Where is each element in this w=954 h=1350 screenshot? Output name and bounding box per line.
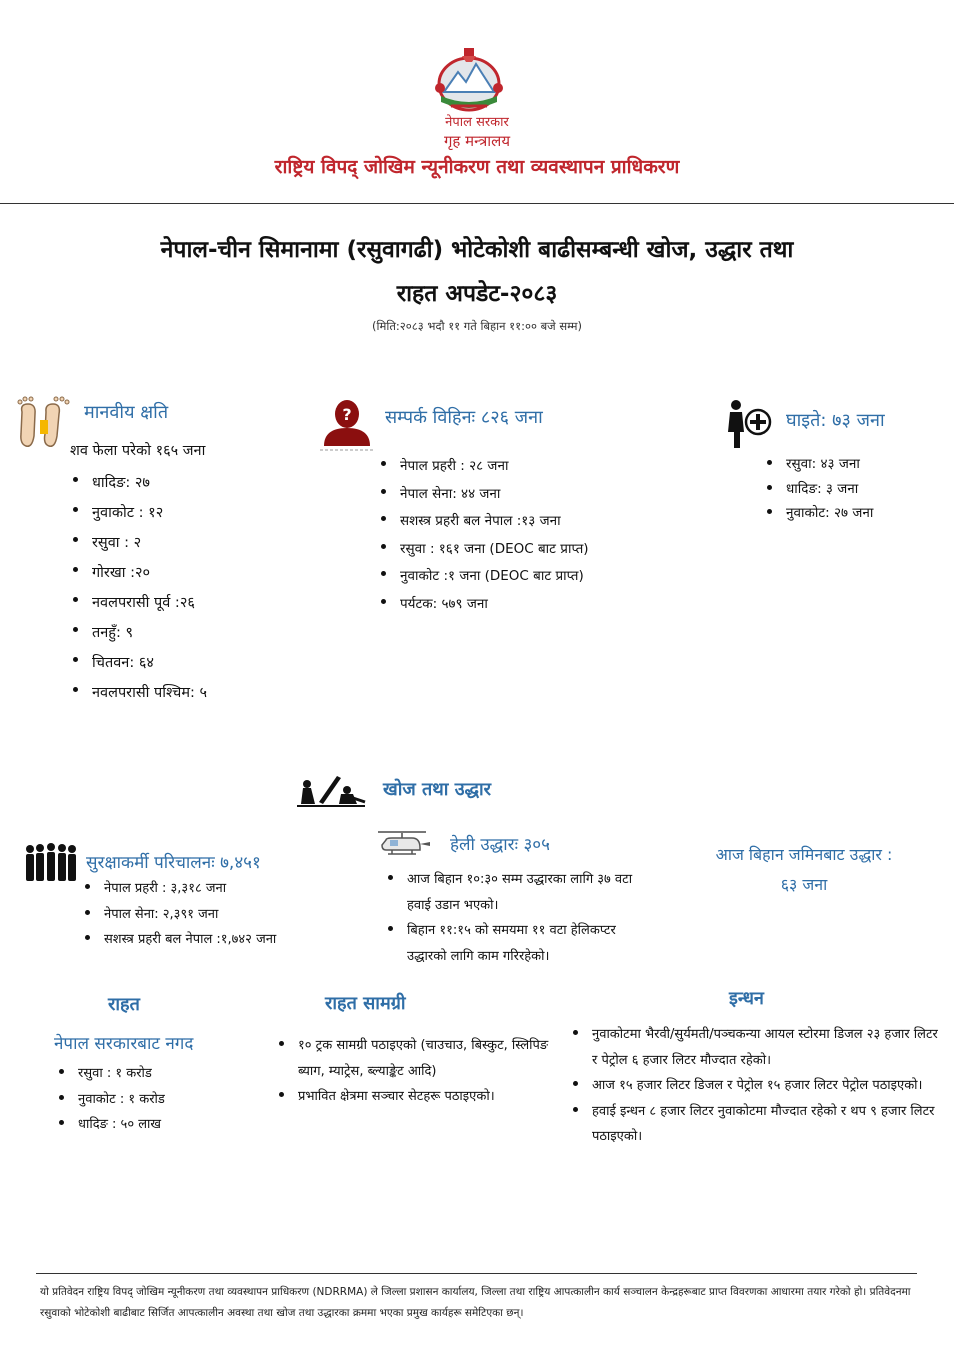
list-item: रसुवा : १६१ जना (DEOC बाट प्राप्त) <box>378 536 623 564</box>
nepal-emblem-icon <box>426 44 512 116</box>
ground-rescue-count: ६३ जना <box>780 875 828 894</box>
human-loss-title: मानवीय क्षति <box>84 402 169 423</box>
list-item: सशस्त्र प्रहरी बल नेपाल :१,७४२ जना <box>82 927 342 953</box>
search-rescue-title: खोज तथा उद्धार <box>383 779 491 800</box>
injured-title: घाइते: ७३ जना <box>786 410 885 431</box>
helicopter-icon <box>372 828 432 860</box>
list-item: रसुवा : १ करोड <box>56 1061 256 1087</box>
svg-text:?: ? <box>342 405 352 424</box>
report-date-note: (मिति:२०८३ भदौ ११ गते बिहान ११:०० बजे सम्म) <box>372 319 582 333</box>
header-divider <box>0 203 954 204</box>
list-item: नुवाकोट :१ जना (DEOC बाट प्राप्त) <box>378 563 623 591</box>
injured-list <box>764 452 944 526</box>
human-loss-summary: शव फेला परेको १६५ जना <box>70 443 206 459</box>
list-item: धादिङ : ५० लाख <box>56 1112 256 1138</box>
security-list <box>82 876 342 953</box>
list-item: चितवन: ६४ <box>70 648 300 678</box>
fuel-list <box>570 1022 946 1150</box>
list-item: नुवाकोट : १२ <box>70 498 300 528</box>
missing-person-icon <box>318 396 376 452</box>
list-item: धादिङ: २७ <box>70 468 300 498</box>
list-item: आज बिहान १०:३० सम्म उद्धारका लागि ३७ वटा हवाई उडान भएको। <box>385 867 655 918</box>
header <box>0 0 954 205</box>
list-item: नेपाल सेना: २,३९१ जना <box>82 902 342 928</box>
list-item: हवाई इन्धन ८ हजार लिटर नुवाकोटमा मौज्दात रहेको र थप ९ हजार लिटर पठाइएको। <box>570 1099 946 1150</box>
rescue-workers-icon <box>293 772 369 808</box>
heli-list <box>385 867 655 969</box>
injured-person-icon <box>722 398 772 450</box>
relief-list <box>56 1061 256 1138</box>
security-title: सुरक्षाकर्मी परिचालनः ७,४५१ <box>86 853 261 873</box>
list-item: रसुवा: ४३ जना <box>764 452 944 477</box>
report-title-line2: राहत अपडेट-२०८३ <box>396 281 558 307</box>
list-item: प्रभावित क्षेत्रमा सञ्चार सेटहरू पठाइएको। <box>276 1084 566 1110</box>
list-item: नवलपरासी पूर्व :२६ <box>70 588 300 618</box>
fuel-title: इन्धन <box>729 988 764 1009</box>
list-item: नुवाकोटमा भैरवी/सुर्यमती/पञ्चकन्या आयल स्टोरमा डिजल २३ हजार लिटर र पेट्रोल ६ हजार लिटर मौज्दात रहेको। <box>570 1022 946 1073</box>
list-item: सशस्त्र प्रहरी बल नेपाल :१३ जना <box>378 508 623 536</box>
list-item: नवलपरासी पश्चिम: ५ <box>70 678 300 708</box>
human-loss-list <box>70 468 300 708</box>
ground-rescue <box>690 840 918 900</box>
footer-divider <box>36 1273 917 1274</box>
group-people-icon <box>24 843 78 883</box>
relief-title: राहत <box>108 994 140 1015</box>
relief-material-list <box>276 1033 566 1110</box>
missing-list <box>378 453 623 618</box>
list-item: आज १५ हजार लिटर डिजल र पेट्रोल १५ हजार लिटर पेट्रोल पठाइएको। <box>570 1073 946 1099</box>
list-item: नेपाल प्रहरी : २८ जना <box>378 453 623 481</box>
gov-name: नेपाल सरकार <box>445 115 509 130</box>
list-item: १० ट्रक सामग्री पठाइएको (चाउचाउ, बिस्कुट, स्लिपिङ ब्याग, म्याट्रेस, ब्ल्याङ्केट आदि) <box>276 1033 566 1084</box>
list-item: रसुवा : २ <box>70 528 300 558</box>
list-item: नुवाकोट : १ करोड <box>56 1087 256 1113</box>
report-title-line1: नेपाल-चीन सिमानामा (रसुवागढी) भोटेकोशी बाढीसम्बन्धी खोज, उद्धार तथा <box>160 237 794 263</box>
list-item: तनहुँ: ९ <box>70 618 300 648</box>
list-item: बिहान ११:१५ को समयमा ११ वटा हेलिकप्टर उद्धारको लागि काम गरिरहेको। <box>385 918 655 969</box>
ministry-name: गृह मन्त्रालय <box>443 132 511 150</box>
authority-name: राष्ट्रिय विपद् जोखिम न्यूनीकरण तथा व्यवस्थापन प्राधिकरण <box>274 156 680 178</box>
list-item: गोरखा :२० <box>70 558 300 588</box>
report-title <box>30 228 924 316</box>
ground-rescue-label: आज बिहान जमिनबाट उद्धार : <box>715 845 893 864</box>
relief-material-title: राहत सामग्री <box>325 993 406 1014</box>
list-item: नेपाल प्रहरी : ३,३१८ जना <box>82 876 342 902</box>
list-item: धादिङ: ३ जना <box>764 477 944 502</box>
list-item: नुवाकोट: २७ जना <box>764 501 944 526</box>
list-item: नेपाल सेना: ४४ जना <box>378 481 623 509</box>
heli-title: हेली उद्धारः ३०५ <box>450 835 550 855</box>
footprints-icon <box>12 396 74 450</box>
relief-subtitle: नेपाल सरकारबाट नगद <box>54 1034 194 1054</box>
list-item: पर्यटक: ५७९ जना <box>378 591 623 619</box>
footer-note: यो प्रतिवेदन राष्ट्रिय विपद् जोखिम न्यूनीकरण तथा व्यवस्थापन प्राधिकरण (NDRRMA) ले जिल्ला प्रशासन कार्यालय, जिल्ला तथा राष्ट्रिय आपत्कालीन कार्य सञ्चालन केन्द्रहरूबाट प्राप्त विवरणका आधारमा तयार गरेको हो। प्रतिवेदनमा रसुवाको भोटेकोशी बाढीबाट सिर्जित आपत्कालीन अवस्था तथा खोज तथा उद्धारका क्रममा भएका प्रमुख कार्यहरू समेटिएका छन्। <box>40 1286 911 1319</box>
missing-title: सम्पर्क विहिनः ८२६ जना <box>385 407 543 428</box>
